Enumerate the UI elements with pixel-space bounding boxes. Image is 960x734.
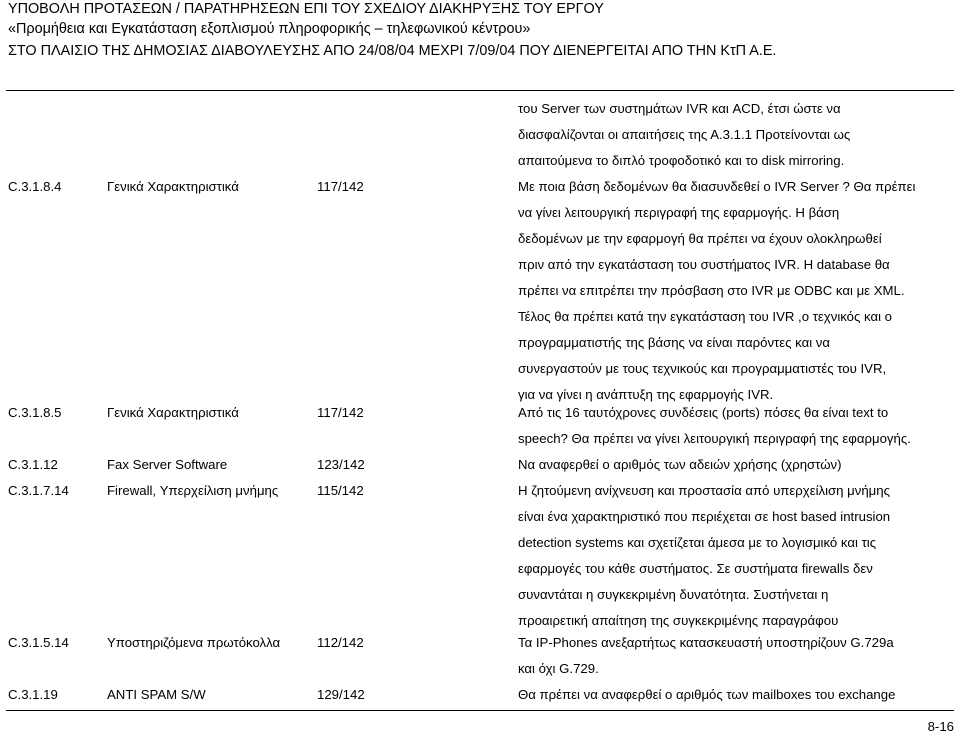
desc-line: απαιτούμενα το διπλό τροφοδοτικό και το disk mirroring.	[518, 153, 845, 168]
desc-line: εφαρμογές του κάθε συστήματος. Σε συστήματα firewalls δεν	[518, 561, 873, 576]
desc-line: προαιρετική απαίτηση της συγκεκριμένης παραγράφου	[518, 613, 839, 628]
desc-line: speech? Θα πρέπει να γίνει λειτουργική περιγραφή της εφαρμογής.	[518, 431, 911, 446]
row-code: C.3.1.5.14	[8, 635, 69, 650]
continuation-text	[518, 96, 934, 174]
desc-line: δεδομένων με την εφαρμογή θα πρέπει να έχουν ολοκληρωθεί	[518, 231, 882, 246]
desc-line: Τα IP-Phones ανεξαρτήτως κατασκευαστή υποστηρίζουν G.729a	[518, 635, 894, 650]
desc-line: συναντάται η συγκεκριμένη δυνατότητα. Συστήνεται η	[518, 587, 829, 602]
desc-line: Η ζητούμενη ανίχνευση και προστασία από υπερχείλιση μνήμης	[518, 483, 890, 498]
header-line-2: «Προμήθεια και Εγκατάσταση εξοπλισμού πληροφορικής – τηλεφωνικού κέντρου»	[8, 21, 531, 37]
row-page: 117/142	[317, 179, 364, 194]
row-code: C.3.1.8.5	[8, 405, 62, 420]
header-divider	[6, 90, 954, 91]
desc-line: προγραμματιστής της βάσης να είναι παρόντες και να	[518, 335, 831, 350]
desc-line: Να αναφερθεί ο αριθμός των αδειών χρήσης (χρηστών)	[518, 457, 842, 472]
desc-line: Τέλος θα πρέπει κατά την εγκατάσταση του IVR ,ο τεχνικός και ο	[518, 309, 893, 324]
row-title: Firewall, Υπερχείλιση μνήμης	[107, 483, 279, 498]
row-page: 129/142	[317, 687, 365, 702]
row-page: 123/142	[317, 457, 365, 472]
row-description	[518, 630, 934, 682]
row-title: Γενικά Χαρακτηριστικά	[107, 405, 239, 420]
row-description	[518, 174, 934, 408]
footer-divider	[6, 710, 954, 711]
desc-line: Με ποια βάση δεδομένων θα διασυνδεθεί ο IVR Server ? Θα πρέπει	[518, 179, 916, 194]
row-description	[518, 400, 934, 452]
desc-line: συνεργαστούν με τους τεχνικούς και προγραμματιστές του IVR,	[518, 361, 887, 376]
page-number: 8-16	[927, 719, 954, 734]
desc-line: detection systems και σχετίζεται άμεσα με το λογισμικό και τις	[518, 535, 877, 550]
row-page: 112/142	[317, 635, 364, 650]
row-page: 117/142	[317, 405, 364, 420]
desc-line: για να γίνει η ανάπτυξη της εφαρμογής IVR.	[518, 387, 774, 402]
desc-line: να γίνει λειτουργική περιγραφή της εφαρμογής. Η βάση	[518, 205, 840, 220]
header-line-1: ΥΠΟΒΟΛΗ ΠΡΟΤΑΣΕΩΝ / ΠΑΡΑΤΗΡΗΣΕΩΝ ΕΠΙ ΤΟΥ ΣΧΕΔΙΟΥ ΔΙΑΚΗΡΥΞΗΣ ΤΟΥ ΕΡΓΟΥ	[8, 1, 604, 17]
row-description	[518, 478, 934, 634]
row-title: Υποστηριζόμενα πρωτόκολλα	[107, 635, 281, 650]
row-code: C.3.1.19	[8, 687, 58, 702]
header-line-3: ΣΤΟ ΠΛΑΙΣΙΟ ΤΗΣ ΔΗΜΟΣΙΑΣ ΔΙΑΒΟΥΛΕΥΣΗΣ ΑΠΟ 24/08/04 ΜΕΧΡΙ 7/09/04 ΠΟΥ ΔΙΕΝΕΡΓΕΙΤΑΙ ΑΠΟ ΤΗΝ ΚτΠ Α.Ε.	[8, 43, 777, 59]
row-title: Fax Server Software	[107, 457, 228, 472]
row-code: C.3.1.7.14	[8, 483, 69, 498]
desc-line: διασφαλίζονται οι απαιτήσεις της Α.3.1.1 Προτείνονται ως	[518, 127, 851, 142]
desc-line: Από τις 16 ταυτόχρονες συνδέσεις (ports) πόσες θα είναι text to	[518, 405, 889, 420]
row-code: C.3.1.8.4	[8, 179, 62, 194]
desc-line: πρέπει να επιτρέπει την πρόσβαση στο IVR με ODBC και με XML.	[518, 283, 905, 298]
desc-line: και όχι G.729.	[518, 661, 599, 676]
row-title: ANTI SPAM S/W	[107, 687, 206, 702]
row-code: C.3.1.12	[8, 457, 58, 472]
desc-line: πριν από την εγκατάσταση του συστήματος IVR. Η database θα	[518, 257, 890, 272]
desc-line: είναι ένα χαρακτηριστικό που περιέχεται σε host based intrusion	[518, 509, 891, 524]
desc-line: Θα πρέπει να αναφερθεί ο αριθμός των mailboxes του exchange	[518, 687, 896, 702]
row-title: Γενικά Χαρακτηριστικά	[107, 179, 239, 194]
row-description	[518, 452, 934, 478]
row-description	[518, 682, 934, 708]
row-page: 115/142	[317, 483, 364, 498]
desc-line: του Server των συστημάτων IVR και ACD, έτσι ώστε να	[518, 101, 841, 116]
